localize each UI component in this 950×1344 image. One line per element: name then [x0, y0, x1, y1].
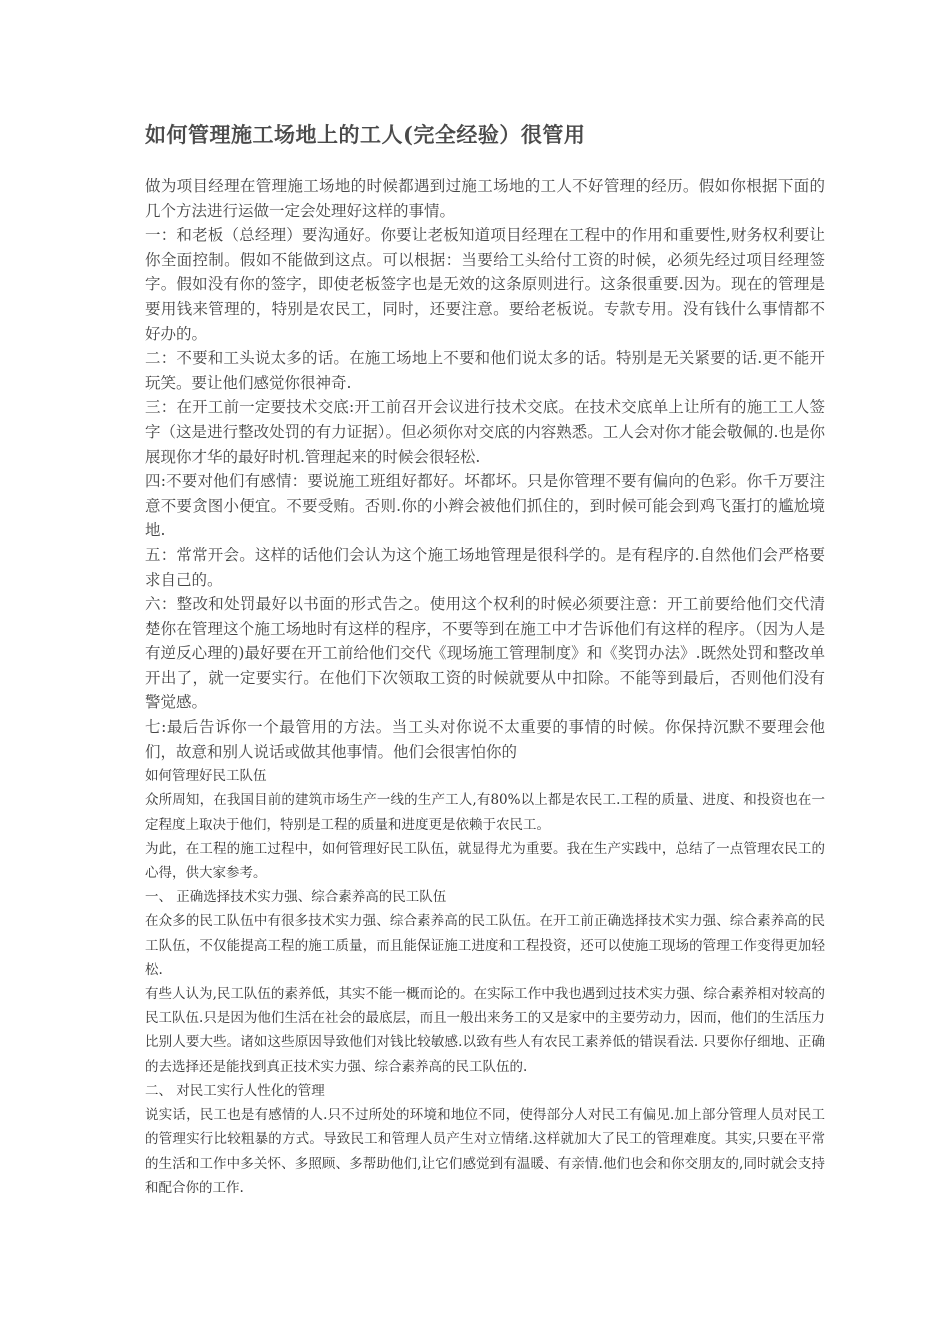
point-2-paragraph: 二：不要和工头说太多的话。在施工场地上不要和他们说太多的话。特别是无关紧要的话.更不能开玩笑。要让他们感觉你很神奇. — [145, 349, 825, 392]
intro-paragraph: 做为项目经理在管理施工场地的时候都遇到过施工场地的工人不好管理的经历。假如你根据下面的几个方法进行运做一定会处理好这样的事情。 — [145, 177, 825, 220]
point-3-paragraph: 三：在开工前一定要技术交底:开工前召开会议进行技术交底。在技术交底单上让所有的施工工人签字（这是进行整改处罚的有力证据）。但必须你对交底的内容熟悉。工人会对你才能会敬佩的.也是你展现你才华的最好时机.管理起来的时候会很轻松. — [145, 398, 825, 466]
paragraph: 为此，在工程的施工过程中，如何管理好民工队伍，就显得尤为重要。我在生产实践中，总结了一点管理农民工的心得，供大家参考。 — [145, 840, 825, 882]
point-4-paragraph: 四:不要对他们有感情：要说施工班组好都好。坏都坏。只是你管理不要有偏向的色彩。你千万要注意不要贪图小便宜。不要受贿。否则.你的小辫会被他们抓住的，到时候可能会到鸡飞蛋打的尴尬境地. — [145, 472, 825, 540]
paragraph: 在众多的民工队伍中有很多技术实力强、综合素养高的民工队伍。在开工前正确选择技术实力强、综合素养高的民工队伍，不仅能提高工程的施工质量，而且能保证施工进度和工程投资，还可以使施工现场的管理工作变得更加轻松. — [145, 913, 825, 978]
point-6-paragraph: 六：整改和处罚最好以书面的形式告之。使用这个权利的时候必须要注意：开工前要给他们交代清楚你在管理这个施工场地时有这样的程序，不要等到在施工中才告诉他们有这样的程序。（因为人是有逆反心理的)最好要在开工前给他们交代《现场施工管理制度》和《奖罚办法》.既然处罚和整改单开出了，就一定要实行。在他们下次领取工资的时候就要从中扣除。不能等到最后，否则他们没有警觉感。 — [145, 595, 825, 712]
paragraph: 众所周知，在我国目前的建筑市场生产一线的生产工人,有80%以上都是农民工.工程的质量、进度、和投资也在一定程度上取决于他们，特别是工程的质量和进度更是依赖于农民工。 — [145, 792, 825, 833]
subheading-1: 一、 正确选择技术实力强、综合素养高的民工队伍 — [145, 889, 447, 906]
section-construction-management — [145, 174, 825, 764]
point-5-paragraph: 五：常常开会。这样的话他们会认为这个施工场地管理是很科学的。是有程序的.自然他们会严格要求自己的。 — [145, 545, 825, 589]
paragraph: 说实话，民工也是有感情的人.只不过所处的环境和地位不同，使得部分人对民工有偏见.加上部分管理人员对民工的管理实行比较粗暴的方式。导致民工和管理人员产生对立情绪.这样就加大了民工的管理难度。其实,只要在平常的生活和工作中多关怀、多照顾、多帮助他们,让它们感觉到有温暖、有亲情.他们也会和你交朋友的,同时就会支持和配合你的工作. — [145, 1107, 825, 1196]
document-page — [145, 118, 825, 1200]
section-heading: 如何管理好民工队伍 — [145, 768, 267, 785]
point-1-paragraph: 一：和老板（总经理）要沟通好。你要让老板知道项目经理在工程中的作用和重要性,财务权利要让你全面控制。假如不能做到这点。可以根据：当要给工头给付工资的时候，必须先经过项目经理签字。假如没有你的签字，即使老板签字也是无效的这条原则进行。这条很重要.因为。现在的管理是要用钱来管理的，特别是农民工，同时，还要注意。要给老板说。专款专用。没有钱什么事情都不好办的。 — [145, 226, 825, 343]
paragraph: 有些人认为,民工队伍的素养低，其实不能一概而论的。在实际工作中我也遇到过技术实力强、综合素养相对较高的民工队伍.只是因为他们生活在社会的最底层，而且一般出来务工的又是家中的主要劳动力，因而，他们的生活压力比别人要大些。诸如这些原因导致他们对钱比较敏感.以致有些人有农民工素养低的错误看法. 只要你仔细地、正确的去选择还是能找到真正技术实力强、综合素养高的民工队伍的. — [145, 986, 825, 1075]
subheading-2: 二、 对民工实行人性化的管理 — [145, 1082, 325, 1099]
page-title: 如何管理施工场地上的工人(完全经验）很管用 — [145, 122, 586, 147]
section-migrant-workers — [145, 764, 825, 1200]
point-7-paragraph: 七:最后告诉你一个最管用的方法。当工头对你说不太重要的事情的时候。你保持沉默不要理会他们，故意和别人说话或做其他事情。他们会很害怕你的 — [145, 718, 825, 761]
